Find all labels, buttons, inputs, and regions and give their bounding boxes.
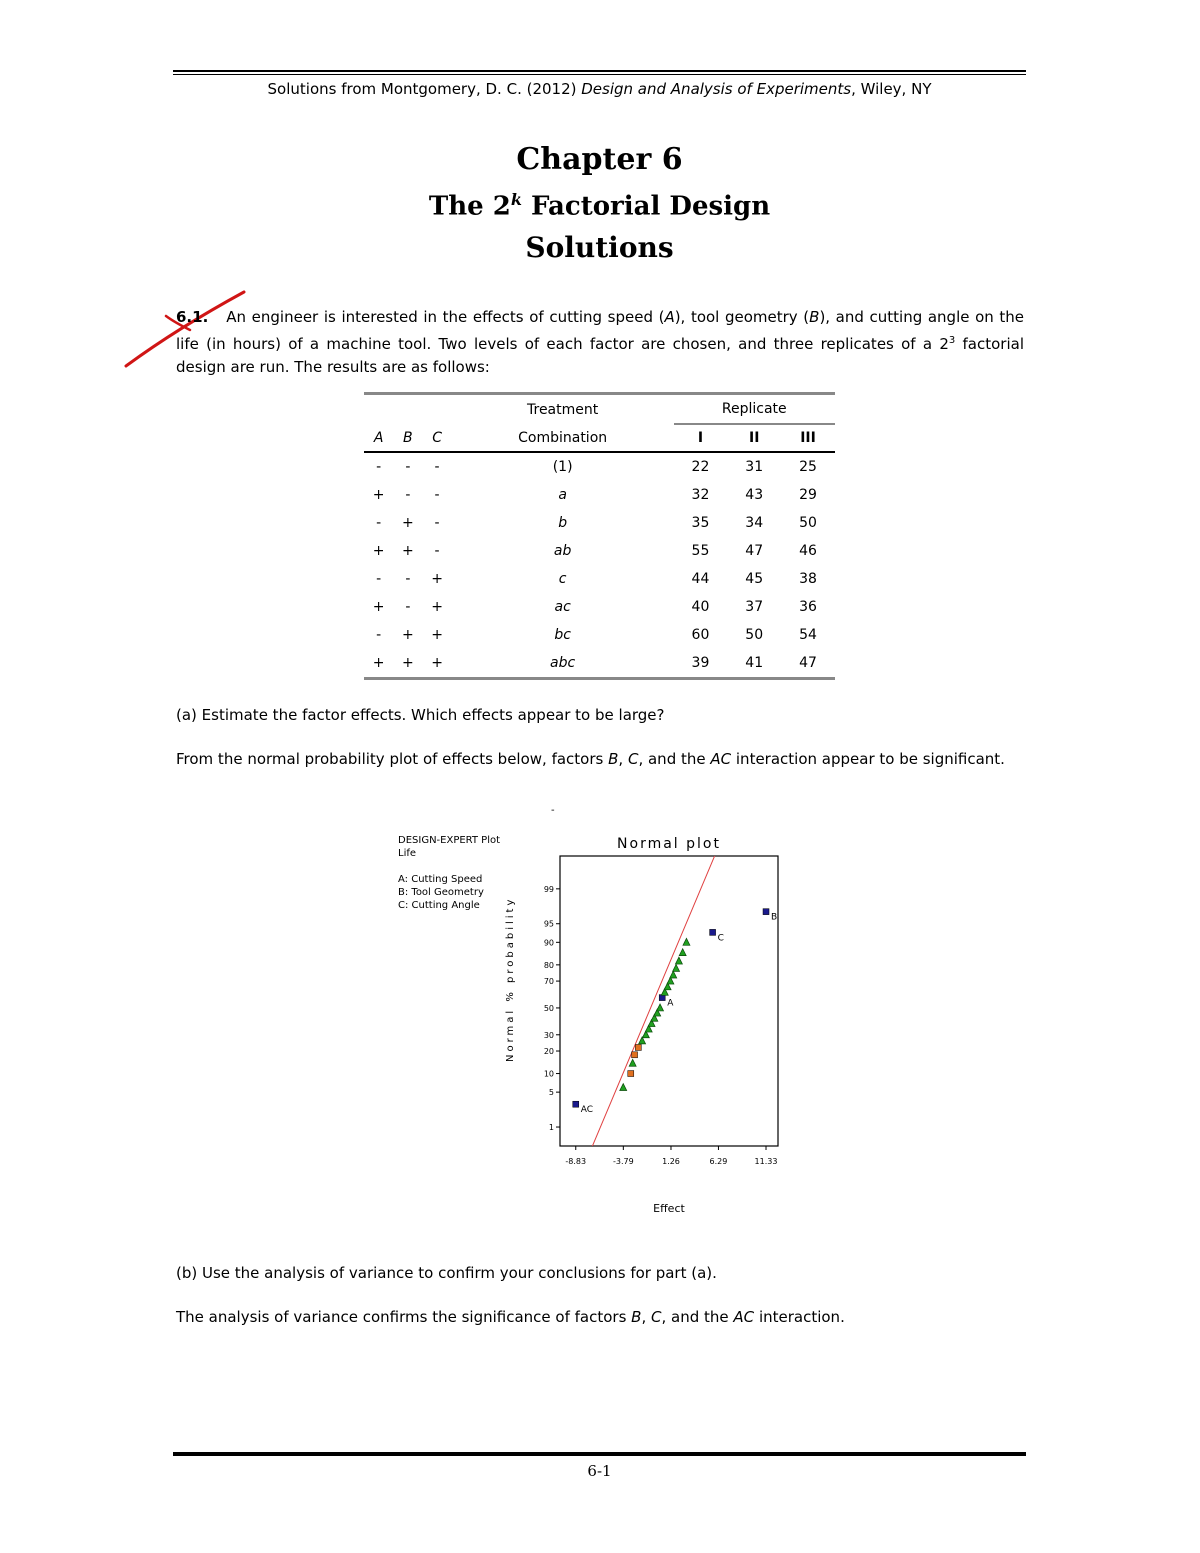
- running-head-publisher: , Wiley, NY: [851, 80, 932, 98]
- results-table: [364, 392, 835, 680]
- cell-rep-ii: 45: [745, 571, 764, 587]
- cell-rep-iii: 46: [799, 543, 817, 559]
- cell-rep-ii: 34: [745, 515, 764, 531]
- part-b-answer-2: , and the: [661, 1308, 734, 1326]
- part-b-question: (b) Use the analysis of variance to confirm your conclusions for part (a).: [176, 1264, 717, 1282]
- problem-text-2: ), tool geometry (: [674, 308, 810, 326]
- cell-rep-iii: 36: [799, 599, 817, 615]
- solutions-heading: Solutions: [525, 230, 674, 264]
- chapter-title: Chapter 6: [516, 142, 683, 177]
- table-row: [364, 565, 835, 593]
- part-a-answer-1: From the normal probability plot of effects below, factors: [176, 750, 609, 768]
- data-point-triangle: [675, 957, 682, 964]
- design-expert-factor-c: C: Cutting Angle: [398, 900, 480, 911]
- cell-rep-i: 55: [691, 543, 710, 559]
- cell-a: +: [372, 599, 385, 615]
- title-block: [173, 140, 1026, 269]
- cell-b: -: [405, 459, 411, 475]
- part-b-answer-1: The analysis of variance confirms the significance of factors: [176, 1308, 632, 1326]
- problem-statement: [176, 306, 1024, 379]
- cell-combination: abc: [452, 649, 674, 679]
- cell-c: -: [434, 543, 440, 559]
- table-row: [364, 649, 835, 679]
- data-point-triangle: [679, 949, 686, 956]
- point-label-c: C: [717, 933, 724, 944]
- problem-exponent: 3: [948, 335, 956, 346]
- cell-b: +: [393, 649, 422, 679]
- cell-b: +: [401, 627, 414, 643]
- cell-combination: bc: [554, 627, 571, 643]
- cell-rep-ii: 47: [745, 543, 764, 559]
- part-a-factor-c: C: [627, 750, 639, 768]
- cell-rep-ii: 50: [745, 627, 764, 643]
- cell-rep-ii: 43: [745, 487, 764, 503]
- header-replicate: Replicate: [674, 394, 835, 425]
- part-a-question: (a) Estimate the factor effects. Which effects appear to be large?: [176, 706, 665, 724]
- cell-a: -: [376, 627, 382, 643]
- cell-combination: b: [558, 515, 568, 531]
- cell-combination: ab: [553, 543, 572, 559]
- y-tick-label: 70: [543, 977, 554, 987]
- cell-rep-i: 44: [691, 571, 710, 587]
- cell-c: +: [431, 627, 443, 643]
- col-i-header: I: [674, 424, 728, 452]
- factor-b: B: [809, 308, 820, 326]
- part-b-factor-c: C: [651, 1308, 662, 1326]
- cell-rep-i: 32: [691, 487, 710, 503]
- cell-combination: c: [558, 571, 567, 587]
- chapter-subtitle: [173, 180, 1026, 227]
- problem-text-4: factorial design are run. The results are as follows:: [176, 335, 1024, 376]
- plot-title: Normal plot: [617, 836, 721, 852]
- y-tick-label: 50: [543, 1003, 554, 1013]
- data-point-triangle: [683, 938, 690, 945]
- cell-rep-iii: 54: [799, 627, 817, 643]
- data-point-square: [573, 1101, 579, 1107]
- bottom-rule: [173, 1452, 1026, 1456]
- cell-c: -: [434, 487, 440, 503]
- table-header-row-1: [364, 394, 835, 425]
- col-combination-header: Combination: [452, 424, 674, 452]
- subtitle-suffix: Factorial Design: [521, 191, 771, 222]
- data-point-square: [710, 929, 716, 935]
- cell-c: +: [431, 571, 443, 587]
- cell-rep-i: 40: [691, 599, 710, 615]
- y-tick-label: 10: [543, 1069, 554, 1079]
- data-point-triangle: [670, 971, 677, 978]
- y-tick-label: 1: [548, 1123, 554, 1133]
- y-tick-label: 30: [543, 1030, 554, 1040]
- running-head-book-title: Design and Analysis of Experiments: [581, 80, 852, 98]
- header-empty-b: [393, 394, 422, 425]
- top-rule-thin: [173, 74, 1026, 75]
- part-a-answer-3: interaction appear to be significant.: [731, 750, 1005, 768]
- part-a-answer-2: , and the: [638, 750, 711, 768]
- cell-rep-i: 22: [691, 459, 710, 475]
- data-point-triangle: [673, 964, 680, 971]
- top-rule: [173, 70, 1026, 72]
- data-point-triangle: [629, 1059, 636, 1066]
- cell-rep-iii: 25: [799, 459, 817, 475]
- cell-c: +: [422, 649, 451, 679]
- data-point-square: [628, 1071, 634, 1077]
- problem-number: 6.1.: [176, 308, 209, 326]
- col-ii-header: II: [727, 424, 781, 452]
- col-a-header: A: [364, 424, 393, 452]
- problem-text-3: ), and cutting angle on the life (in hours) of a machine tool. Two levels of each factor are chosen, and three replicates of a 2: [176, 308, 1025, 353]
- data-point-square: [632, 1052, 638, 1058]
- cell-rep-i: 39: [674, 649, 728, 679]
- x-tick-label: -3.79: [612, 1157, 634, 1166]
- cell-rep-iii: 38: [799, 571, 817, 587]
- cell-a: -: [376, 459, 382, 475]
- y-tick-label: 90: [543, 938, 554, 948]
- cell-a: +: [372, 543, 385, 559]
- point-label-ac: AC: [580, 1105, 594, 1116]
- y-tick-label: 80: [543, 960, 554, 970]
- part-b-answer: [176, 1306, 1024, 1329]
- cell-a: -: [376, 571, 382, 587]
- cell-rep-ii: 31: [745, 459, 764, 475]
- cell-c: +: [431, 599, 443, 615]
- x-tick-label: 1.26: [662, 1157, 680, 1166]
- design-expert-legend: [398, 834, 500, 912]
- plot-x-axis-label: Effect: [653, 1202, 685, 1215]
- running-head-text: Solutions from Montgomery, D. C. (2012): [267, 80, 582, 98]
- part-a-answer: [176, 748, 1024, 771]
- x-tick-label: 6.29: [709, 1157, 728, 1166]
- cell-combination: (1): [552, 459, 573, 475]
- x-tick-label: -8.83: [565, 1157, 587, 1166]
- part-a-factor-ac: AC: [710, 750, 732, 768]
- design-expert-factor-a: A: Cutting Speed: [398, 874, 483, 885]
- problem-text-1: An engineer is interested in the effects of cutting speed (: [226, 308, 665, 326]
- cell-rep-ii: 37: [745, 599, 764, 615]
- design-expert-title: DESIGN-EXPERT Plot: [398, 835, 501, 846]
- table-row: [364, 509, 835, 537]
- header-empty-c: [422, 394, 451, 425]
- design-expert-spacer: [398, 860, 500, 873]
- design-expert-response: Life: [398, 848, 417, 859]
- cell-rep-ii: 41: [727, 649, 781, 679]
- col-iii-header: III: [781, 424, 835, 452]
- normal-plot-chart: [520, 850, 790, 1180]
- cell-combination: a: [558, 487, 567, 503]
- table-row: [364, 481, 835, 509]
- cell-rep-iii: 29: [799, 487, 817, 503]
- part-a-factor-b: B: [608, 750, 619, 768]
- header-treatment: Treatment: [452, 394, 674, 425]
- y-tick-label: 20: [543, 1047, 554, 1057]
- header-empty-a: [364, 394, 393, 425]
- cell-a: +: [372, 487, 385, 503]
- part-b-sep: ,: [641, 1308, 652, 1326]
- table-row: [364, 593, 835, 621]
- part-b-answer-3: interaction.: [754, 1308, 845, 1326]
- cell-b: -: [405, 599, 411, 615]
- table-header-row-2: [364, 424, 835, 452]
- data-point-square: [763, 909, 769, 915]
- data-point-triangle: [620, 1084, 627, 1091]
- point-label-a: A: [667, 998, 674, 1009]
- page-number: 6-1: [587, 1462, 612, 1480]
- cell-rep-iii: 47: [781, 649, 835, 679]
- point-label-b: B: [771, 912, 778, 923]
- fit-line: [570, 850, 730, 1180]
- cell-rep-i: 60: [691, 627, 710, 643]
- cell-rep-iii: 50: [799, 515, 817, 531]
- col-b-header: B: [393, 424, 422, 452]
- part-b-factor-b: B: [631, 1308, 642, 1326]
- x-tick-label: 11.33: [754, 1157, 778, 1166]
- subtitle-exponent: k: [510, 190, 522, 209]
- cell-combination: ac: [554, 599, 571, 615]
- y-tick-label: 99: [543, 884, 554, 894]
- stray-dash: -: [551, 805, 555, 816]
- cell-c: -: [434, 459, 440, 475]
- cell-c: -: [434, 515, 440, 531]
- cell-rep-i: 35: [691, 515, 710, 531]
- cell-a: -: [376, 515, 382, 531]
- subtitle-prefix: The 2: [428, 191, 511, 222]
- y-tick-label: 5: [548, 1088, 554, 1098]
- table-row: [364, 452, 835, 481]
- plot-y-axis-label: Normal % probability: [505, 896, 516, 1062]
- cell-b: +: [401, 543, 414, 559]
- y-tick-label: 95: [543, 919, 554, 929]
- col-c-header: C: [422, 424, 451, 452]
- cell-b: +: [401, 515, 414, 531]
- part-b-factor-ac: AC: [733, 1308, 755, 1326]
- part-a-sep: ,: [618, 750, 628, 768]
- cell-b: -: [405, 487, 411, 503]
- factor-a: A: [664, 308, 675, 326]
- cell-a: +: [364, 649, 393, 679]
- cell-b: -: [405, 571, 411, 587]
- table-row: [364, 537, 835, 565]
- table-row: [364, 621, 835, 649]
- running-head: [173, 80, 1026, 98]
- design-expert-factor-b: B: Tool Geometry: [398, 887, 484, 898]
- data-point-square: [635, 1044, 641, 1050]
- data-point-triangle: [657, 1004, 664, 1011]
